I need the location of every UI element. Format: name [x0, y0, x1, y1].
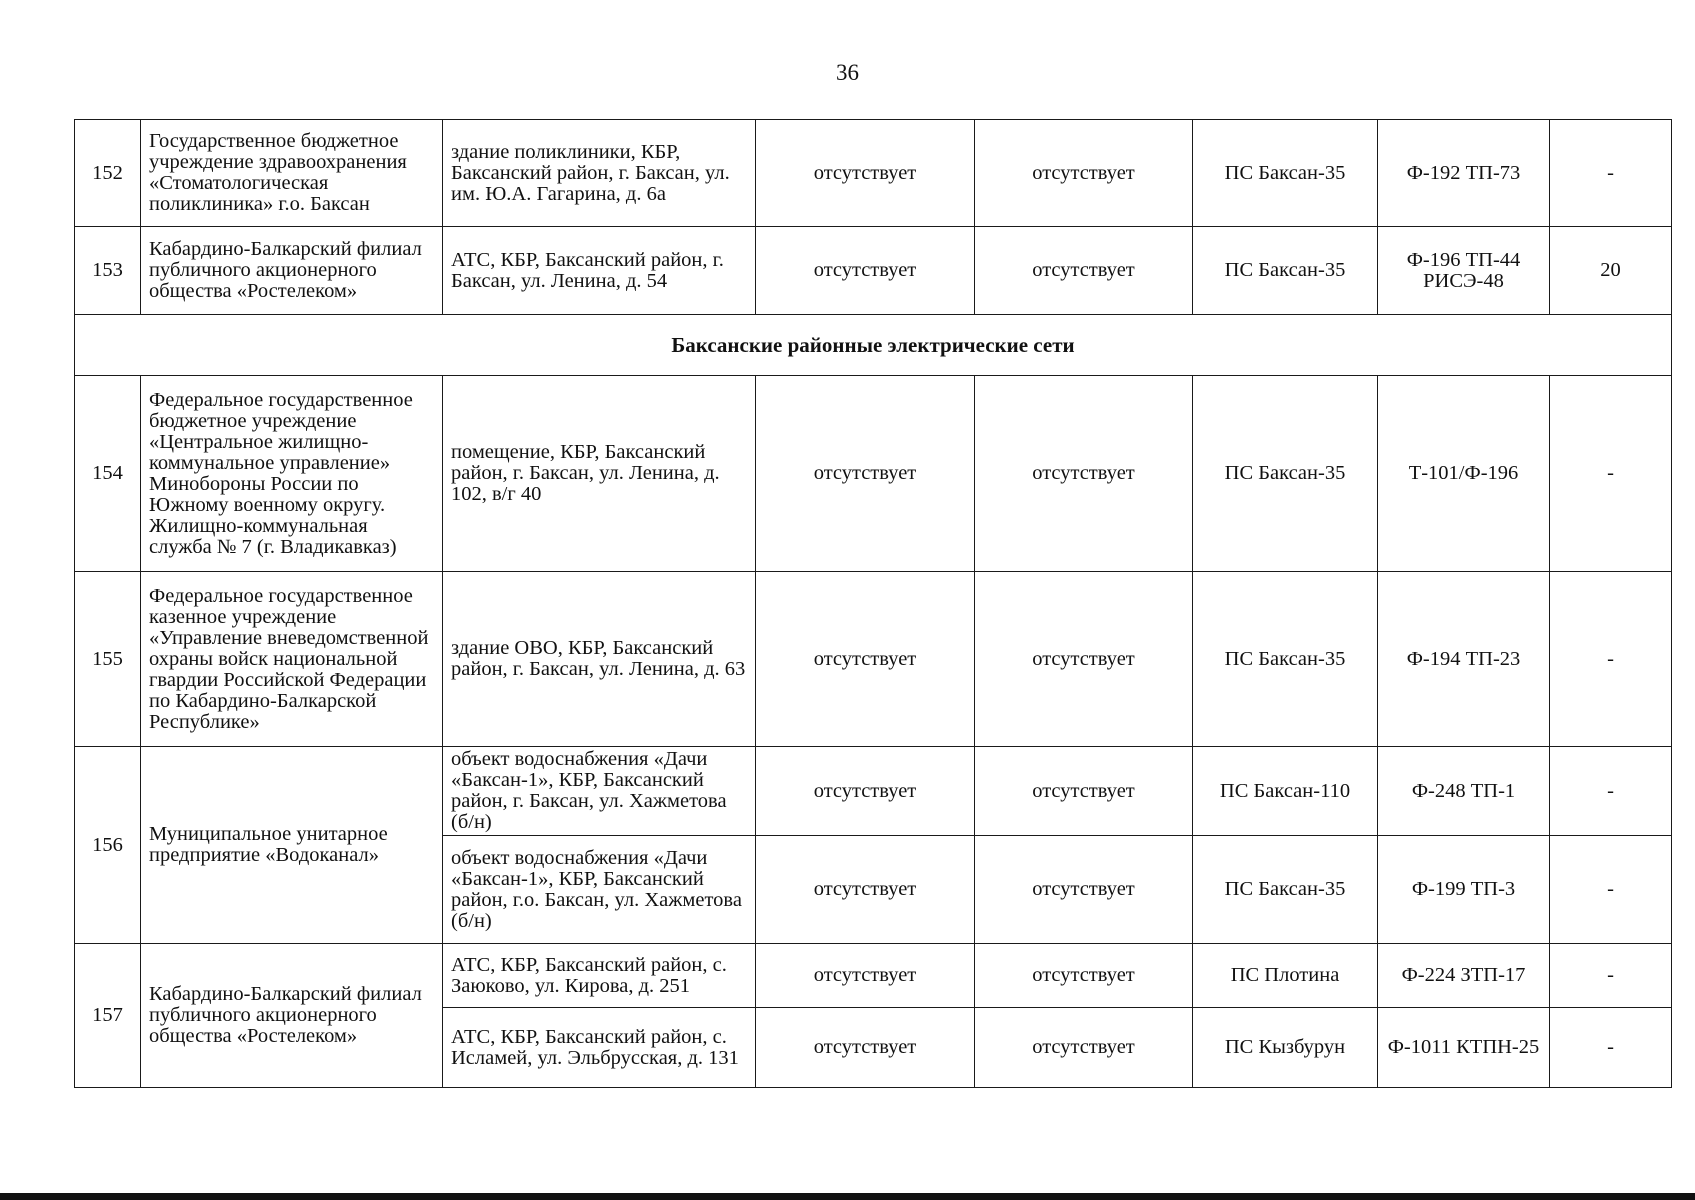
feeder-cell: Ф-248 ТП-1 — [1378, 747, 1550, 836]
table-row — [75, 376, 1672, 572]
address-cell: объект водоснабжения «Дачи «Баксан-1», КБР, Баксанский район, г.о. Баксан, ул. Хажметова (б/н) — [443, 836, 756, 944]
registry-table — [74, 119, 1672, 1088]
organization-cell: Муниципальное унитарное предприятие «Водоканал» — [141, 747, 443, 944]
page-number: 36 — [836, 60, 859, 85]
value-cell: 20 — [1550, 227, 1672, 315]
substation-cell: ПС Кызбурун — [1193, 1008, 1378, 1088]
organization-cell: Федеральное государственное бюджетное учреждение «Центральное жилищно-коммунальное управление» Минобороны России по Южному военному округу. Жилищно-коммунальная служба № 7 (г. Владикавказ) — [141, 376, 443, 572]
organization-cell: Федеральное государственное казенное учреждение «Управление вневедомственной охраны войск национальной гвардии Российской Федерации по Кабардино-Балкарской Республике» — [141, 572, 443, 747]
substation-cell: ПС Баксан-110 — [1193, 747, 1378, 836]
address-cell: здание поликлиники, КБР, Баксанский район, г. Баксан, ул. им. Ю.А. Гагарина, д. 6а — [443, 120, 756, 227]
value-cell: - — [1550, 944, 1672, 1008]
organization-cell: Кабардино-Балкарский филиал публичного акционерного общества «Ростелеком» — [141, 227, 443, 315]
status-cell: отсутствует — [756, 836, 975, 944]
feeder-cell: Ф-194 ТП-23 — [1378, 572, 1550, 747]
value-cell: - — [1550, 572, 1672, 747]
value-cell: - — [1550, 836, 1672, 944]
status-cell: отсутствует — [975, 836, 1193, 944]
status-cell: отсутствует — [756, 747, 975, 836]
value-cell: - — [1550, 120, 1672, 227]
feeder-cell: Ф-224 ЗТП-17 — [1378, 944, 1550, 1008]
row-number: 155 — [75, 572, 141, 747]
address-cell: АТС, КБР, Баксанский район, с. Заюково, ул. Кирова, д. 251 — [443, 944, 756, 1008]
status-cell: отсутствует — [975, 120, 1193, 227]
table-row — [75, 120, 1672, 227]
address-cell: помещение, КБР, Баксанский район, г. Баксан, ул. Ленина, д. 102, в/г 40 — [443, 376, 756, 572]
substation-cell: ПС Баксан-35 — [1193, 376, 1378, 572]
table-row — [75, 572, 1672, 747]
status-cell: отсутствует — [756, 1008, 975, 1088]
status-cell: отсутствует — [975, 944, 1193, 1008]
status-cell: отсутствует — [756, 120, 975, 227]
section-row — [75, 315, 1672, 376]
row-number: 154 — [75, 376, 141, 572]
value-cell: - — [1550, 747, 1672, 836]
status-cell: отсутствует — [756, 227, 975, 315]
organization-cell: Кабардино-Балкарский филиал публичного акционерного общества «Ростелеком» — [141, 944, 443, 1088]
substation-cell: ПС Плотина — [1193, 944, 1378, 1008]
value-cell: - — [1550, 376, 1672, 572]
feeder-cell: Т-101/Ф-196 — [1378, 376, 1550, 572]
status-cell: отсутствует — [975, 1008, 1193, 1088]
value-cell: - — [1550, 1008, 1672, 1088]
feeder-cell: Ф-1011 КТПН-25 — [1378, 1008, 1550, 1088]
feeder-cell: Ф-196 ТП-44 РИСЭ-48 — [1378, 227, 1550, 315]
status-cell: отсутствует — [975, 572, 1193, 747]
substation-cell: ПС Баксан-35 — [1193, 120, 1378, 227]
status-cell: отсутствует — [756, 376, 975, 572]
address-cell: здание ОВО, КБР, Баксанский район, г. Баксан, ул. Ленина, д. 63 — [443, 572, 756, 747]
table-row — [75, 227, 1672, 315]
row-number: 157 — [75, 944, 141, 1088]
address-cell: АТС, КБР, Баксанский район, г. Баксан, ул. Ленина, д. 54 — [443, 227, 756, 315]
address-cell: АТС, КБР, Баксанский район, с. Исламей, ул. Эльбрусская, д. 131 — [443, 1008, 756, 1088]
row-number: 156 — [75, 747, 141, 944]
row-number: 153 — [75, 227, 141, 315]
feeder-cell: Ф-192 ТП-73 — [1378, 120, 1550, 227]
substation-cell: ПС Баксан-35 — [1193, 572, 1378, 747]
status-cell: отсутствует — [975, 747, 1193, 836]
scan-edge-bar — [0, 1193, 1695, 1200]
table-row — [75, 944, 1672, 1008]
status-cell: отсутствует — [975, 376, 1193, 572]
status-cell: отсутствует — [975, 227, 1193, 315]
substation-cell: ПС Баксан-35 — [1193, 836, 1378, 944]
feeder-cell: Ф-199 ТП-3 — [1378, 836, 1550, 944]
status-cell: отсутствует — [756, 572, 975, 747]
substation-cell: ПС Баксан-35 — [1193, 227, 1378, 315]
section-title: Баксанские районные электрические сети — [75, 315, 1672, 376]
row-number: 152 — [75, 120, 141, 227]
status-cell: отсутствует — [756, 944, 975, 1008]
table-row — [75, 747, 1672, 836]
address-cell: объект водоснабжения «Дачи «Баксан-1», КБР, Баксанский район, г. Баксан, ул. Хажметова (б/н) — [443, 747, 756, 836]
organization-cell: Государственное бюджетное учреждение здравоохранения «Стоматологическая поликлиника» г.о. Баксан — [141, 120, 443, 227]
